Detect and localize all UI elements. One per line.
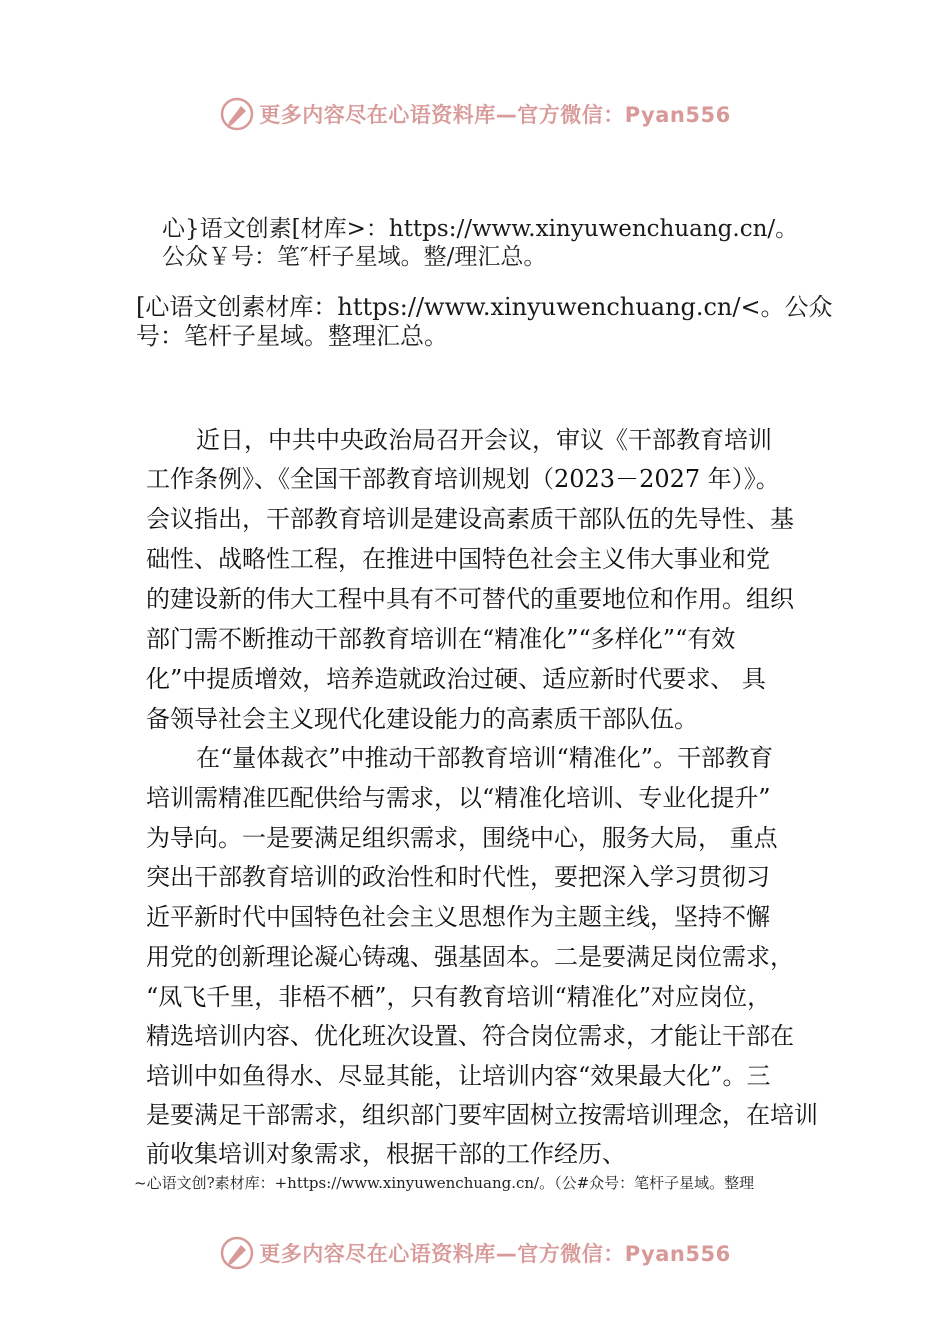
body-text-line: 用党的创新理论凝心铸魂、强基固本。二是要满足岗位需求， (146, 943, 794, 971)
body-text-line: 近平新时代中国特色社会主义思想作为主题主线，坚持不懈 (146, 903, 770, 931)
body-text-line: 的建设新的伟大工程中具有不可替代的重要地位和作用。组织 (146, 585, 794, 613)
footer-source-note: ~心语文创?素材库：+https://www.xinyuwenchuang.cn/。（公#众号：笔杆子星域。整理 (134, 1174, 755, 1192)
body-text-line: 化”中提质增效，培养造就政治过硬、适应新时代要求、 具 (146, 665, 766, 693)
banner-text: 更多内容尽在心语资料库—官方微信：Pyan556 (259, 1242, 731, 1266)
body-text-line: 是要满足干部需求，组织部门要牢固树立按需培训理念，在培训 (146, 1101, 818, 1129)
banner-text: 更多内容尽在心语资料库—官方微信：Pyan556 (259, 103, 731, 127)
header-banner (0, 94, 950, 134)
body-text-line: 近日，中共中央政治局召开会议，审议《干部教育培训 (196, 426, 772, 454)
body-text-line: 部门需不断推动干部教育培训在“精准化”“多样化”“有效 (146, 625, 736, 653)
body-text-line: 培训中如鱼得水、尽显其能，让培训内容“效果最大化”。三 (146, 1062, 771, 1090)
body-text-line: “凤飞千里，非梧不栖”，只有教育培训“精准化”对应岗位， (146, 983, 772, 1011)
body-text-line: 突出干部教育培训的政治性和时代性，要把深入学习贯彻习 (146, 863, 770, 891)
source-note: 公众￥号：笔″杆子星域。整/理汇总。 (162, 244, 547, 270)
source-note: 心}语文创素[材库>：https://www.xinyuwenchuang.cn/。 (162, 216, 799, 242)
body-text-line: 前收集培训对象需求，根据干部的工作经历、 (146, 1140, 626, 1168)
body-text-line: 工作条例》、《全国干部教育培训规划（2023－2027 年）》。 (146, 465, 780, 493)
body-text-line: 础性、战略性工程，在推进中国特色社会主义伟大事业和党 (146, 545, 770, 573)
pen-nib-icon (219, 96, 255, 132)
body-text-line: 在“量体裁衣”中推动干部教育培训“精准化”。干部教育 (196, 744, 774, 772)
source-note: [心语文创素材库：https://www.xinyuwenchuang.cn/<。公众 (136, 293, 833, 321)
body-text-line: 会议指出，干部教育培训是建设高素质干部队伍的先导性、基 (146, 505, 794, 533)
body-text-line: 备领导社会主义现代化建设能力的高素质干部队伍。 (146, 705, 698, 733)
pen-nib-icon (219, 1235, 255, 1271)
body-text-line: 培训需精准匹配供给与需求，以“精准化培训、专业化提升” (146, 784, 771, 812)
source-note: 号：笔杆子星域。整理汇总。 (136, 322, 448, 350)
body-text-line: 为导向。一是要满足组织需求，围绕中心，服务大局， 重点 (146, 824, 778, 852)
footer-banner (0, 1233, 950, 1273)
body-text-line: 精选培训内容、优化班次设置、符合岗位需求，才能让干部在 (146, 1022, 794, 1050)
